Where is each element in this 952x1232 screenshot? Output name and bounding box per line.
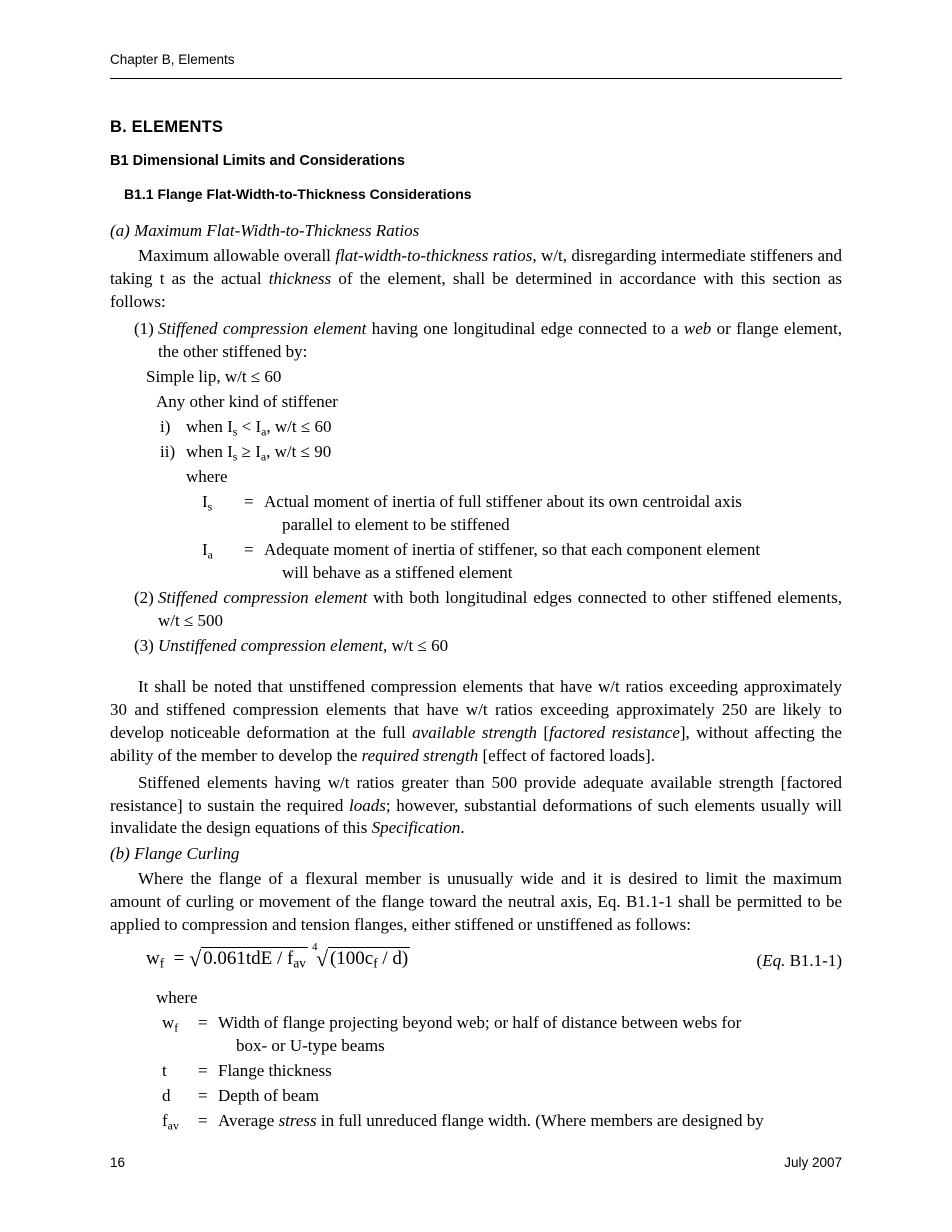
spacer xyxy=(110,660,842,676)
definition-row-t xyxy=(110,1060,842,1083)
list-marker-1: (1) xyxy=(134,318,154,338)
symbol-ia: $I_a$ xyxy=(202,540,213,562)
equation-lhs-symbol: w xyxy=(146,948,160,970)
intro-text-1: Maximum allowable overall xyxy=(138,246,336,265)
item1-text-b: or flange element, the other stiffened by: xyxy=(158,318,842,361)
definition-text-ia: Adequate moment of inertia of stiffener, so that each component element will behave as a stiffened element xyxy=(264,540,761,583)
roman-marker-i: i) xyxy=(160,416,171,436)
equals-sign: = xyxy=(198,1013,208,1033)
equals-sign: = xyxy=(198,1085,208,1105)
footer-date: July 2007 xyxy=(784,1155,842,1170)
intro-text-2: , w/t, disregarding intermediate stiffeners and taking t as the actual xyxy=(110,246,843,288)
roman-i-text-a: when I xyxy=(186,416,233,436)
page-content xyxy=(110,118,842,1135)
note-paragraph-1: It shall be noted that unstiffened compression elements that have w/t ratios exceeding approximately 30 and stiffened compression elements that have w/t ratios exceeding approximately 250 are likely to develop noticeable deformation at the full available strength [factored resistance], without affecting the ability of the member to develop the required strength [effect of factored loads]. xyxy=(110,676,842,765)
definition-text-fav: Average stress in full unreduced flange width. (Where members are designed by xyxy=(218,1110,764,1130)
item2-italic: Stiffened compression element xyxy=(158,588,368,608)
square-root-1: √ $0.061tdE / f_{av}$ xyxy=(189,947,312,971)
intro-italic-2: thickness xyxy=(268,268,332,288)
roman-item-ii xyxy=(110,441,842,464)
definition-row-is xyxy=(110,491,842,537)
roman-i-sub-a: s xyxy=(232,423,238,438)
symbol-wf: $w_f$ xyxy=(162,1013,179,1035)
equation-number: (Eq. B1.1-1) xyxy=(756,951,842,971)
header-divider xyxy=(110,78,842,79)
list-item xyxy=(110,318,842,364)
symbol-d: d xyxy=(162,1085,171,1105)
subsection-b11-title: B1.1 Flange Flat-Width-to-Thickness Considerations xyxy=(124,186,472,202)
item3-text: , w/t ≤ 60 xyxy=(383,635,449,655)
item1-text-a: having one longitudinal edge connected to a xyxy=(366,318,684,338)
equals-sign: = xyxy=(244,540,254,560)
definition-row-fav xyxy=(110,1110,842,1133)
definition-row-d xyxy=(110,1085,842,1108)
any-other-stiffener-line: Any other kind of stiffener xyxy=(156,391,338,411)
roman-ii-text-a: when I xyxy=(186,441,233,461)
roman-marker-ii: ii) xyxy=(160,441,176,461)
roman-ii-text-c: , w/t ≤ 90 xyxy=(266,441,332,461)
list-marker-2: (2) xyxy=(134,588,154,608)
where-label-b: where xyxy=(156,988,198,1008)
subsection-b1-title: B1 Dimensional Limits and Considerations xyxy=(110,153,405,169)
roman-i-text-c: , w/t ≤ 60 xyxy=(266,416,332,436)
definition-text-wf: Width of flange projecting beyond web; or half of distance between webs for box- or U-type beams xyxy=(218,1013,742,1056)
running-header: Chapter B, Elements xyxy=(110,52,235,67)
roman-ii-text-b: ≥ I xyxy=(237,441,261,461)
simple-lip-line: Simple lip, w/t ≤ 60 xyxy=(146,366,282,386)
list-item xyxy=(110,587,842,633)
equals-sign: = xyxy=(198,1110,208,1130)
equation-b11-1 xyxy=(110,941,842,981)
symbol-is: $I_s$ xyxy=(202,492,213,514)
roman-ii-sub-b: a xyxy=(260,449,267,464)
roman-i-sub-b: a xyxy=(261,423,267,438)
list-marker-3: (3) xyxy=(134,635,154,655)
fourth-root: √ 4 $(100c_f / d)$ xyxy=(312,947,412,971)
definition-text-t: Flange thickness xyxy=(218,1061,332,1081)
item1-italic: Stiffened compression element xyxy=(158,318,367,338)
item3-italic: Unstiffened compression element xyxy=(158,635,384,655)
part-b-label: (b) Flange Curling xyxy=(110,844,240,864)
where-label-a: where xyxy=(186,467,228,487)
item1-italic-2: web xyxy=(683,318,712,338)
definition-row-wf xyxy=(110,1012,842,1058)
definition-text-is: Actual moment of inertia of full stiffener about its own centroidal axis parallel to element to be stiffened xyxy=(264,492,742,535)
definition-row-ia xyxy=(110,539,842,585)
roman-i-text-b: < I xyxy=(237,416,262,436)
equals-sign: = xyxy=(198,1061,208,1081)
equation-equals: = xyxy=(173,948,185,970)
definition-text-d: Depth of beam xyxy=(218,1085,320,1105)
equals-sign: = xyxy=(244,492,254,512)
equation-body: $w_f$ = √ $0.061tdE / f_{av}$ √ 4 $(100c_f / d)$ xyxy=(146,947,412,972)
symbol-t: t xyxy=(162,1061,167,1081)
part-a-intro-paragraph xyxy=(110,245,842,314)
roman-ii-sub-a: s xyxy=(232,449,238,464)
list-item xyxy=(110,635,842,658)
footer-page-number: 16 xyxy=(110,1155,126,1170)
intro-italic-1: flat-width-to-thickness ratios xyxy=(335,246,533,265)
roman-item-i xyxy=(110,416,842,439)
note-paragraph-2: Stiffened elements having w/t ratios greater than 500 provide adequate available strength [factored resistance] to sustain the required loads; however, substantial deformations of such elements usually will invalidate the design equations of this Specification. xyxy=(110,772,842,838)
part-a-label: (a) Maximum Flat-Width-to-Thickness Ratios xyxy=(110,221,420,240)
intro-text-3: of the element, shall be determined in accordance with this section as follows: xyxy=(110,268,842,311)
section-title: B. ELEMENTS xyxy=(110,118,224,136)
item2-text: with both longitudinal edges connected to other stiffened elements, w/t ≤ 500 xyxy=(158,588,842,630)
part-b-paragraph: Where the flange of a flexural member is unusually wide and it is desired to limit the maximum amount of curling or movement of the flange toward the neutral axis, Eq. B1.1-1 shall be permitted to be applied to compression and tension flanges, either stiffened or unstiffened as follows: xyxy=(110,869,842,935)
symbol-fav: $f_{av}$ xyxy=(162,1110,179,1133)
